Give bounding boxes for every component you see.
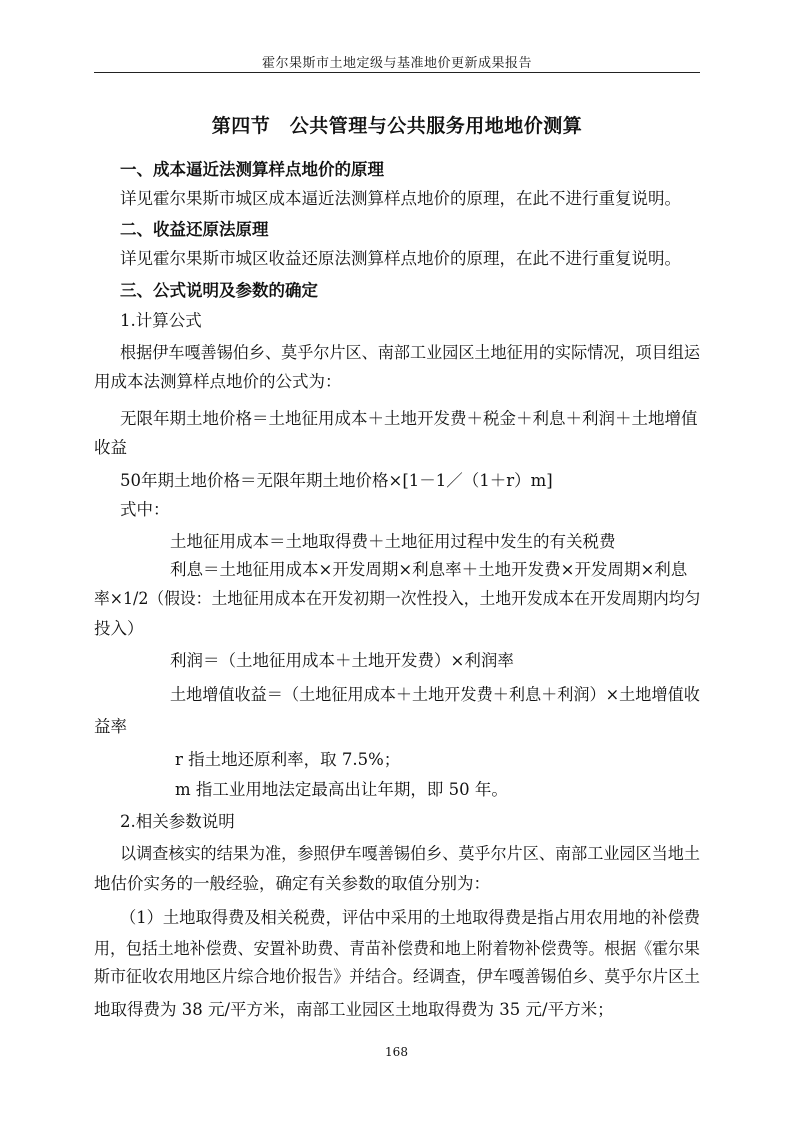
paragraph-line: 式中： [120, 500, 170, 519]
parameter-line: m 指工业用地法定最高出让年期，即 50 年。 [175, 780, 508, 799]
header-divider [94, 72, 700, 73]
subheading-formula: 1.计算公式 [120, 311, 202, 330]
paragraph-line: 详见霍尔果斯市城区收益还原法测算样点地价的原理，在此不进行重复说明。 [120, 249, 681, 268]
formula-line: 土地征用成本＝土地取得费＋土地征用过程中发生的有关税费 [170, 532, 616, 551]
formula-line: 益率 [94, 717, 127, 736]
heading-formula-parameters: 三、公式说明及参数的确定 [120, 281, 318, 300]
formula-line: 率×1/2（假设：土地征用成本在开发初期一次性投入，土地开发成本在开发周期内均匀 [94, 589, 701, 608]
formula-line: 利润＝（土地征用成本＋土地开发费）×利润率 [170, 651, 514, 670]
page-number: 168 [385, 1045, 408, 1059]
paragraph-line: 地取得费为 38 元/平方米，南部工业园区土地取得费为 35 元/平方米； [94, 1000, 614, 1019]
running-header: 霍尔果斯市土地定级与基准地价更新成果报告 [261, 56, 532, 71]
formula-line: 无限年期土地价格＝土地征用成本＋土地开发费＋税金＋利息＋利润＋土地增值 [120, 409, 698, 428]
parameter-line: r 指土地还原利率，取 7.5%； [175, 750, 401, 769]
formula-line: 土地增值收益＝（土地征用成本＋土地开发费＋利息＋利润）×土地增值收 [170, 685, 700, 704]
subheading-parameters: 2.相关参数说明 [120, 812, 235, 831]
formula-line: 50年期土地价格＝无限年期土地价格×[1－1／（1＋r）m] [120, 471, 553, 490]
paragraph-line: 详见霍尔果斯市城区成本逼近法测算样点地价的原理，在此不进行重复说明。 [120, 189, 681, 208]
section-title: 第四节 公共管理与公共服务用地地价测算 [211, 115, 583, 137]
paragraph-line: 以调查核实的结果为准，参照伊车嘎善锡伯乡、莫乎尔片区、南部工业园区当地土 [120, 844, 700, 863]
paragraph-line: 用，包括土地补偿费、安置补助费、青苗补偿费和地上附着物补偿费等。根据《霍尔果 [94, 939, 700, 958]
formula-line: 利息＝土地征用成本×开发周期×利息率＋土地开发费×开发周期×利息 [170, 560, 688, 579]
paragraph-line: 用成本法测算样点地价的公式为： [94, 372, 342, 391]
paragraph-line: 地估价实务的一般经验，确定有关参数的取值分别为： [94, 874, 490, 893]
heading-income-capitalization: 二、收益还原法原理 [120, 220, 269, 239]
heading-principle-cost-approach: 一、成本逼近法测算样点地价的原理 [120, 160, 384, 179]
formula-line: 投入） [94, 619, 144, 638]
paragraph-line: 斯市征收农用地区片综合地价报告》并结合。经调查，伊车嘎善锡伯乡、莫乎尔片区土 [94, 967, 700, 986]
formula-line: 收益 [94, 438, 127, 457]
paragraph-line: 根据伊车嘎善锡伯乡、莫乎尔片区、南部工业园区土地征用的实际情况，项目组运 [120, 343, 700, 362]
paragraph-line: （1）土地取得费及相关税费，评估中采用的土地取得费是指占用农用地的补偿费 [120, 908, 701, 927]
